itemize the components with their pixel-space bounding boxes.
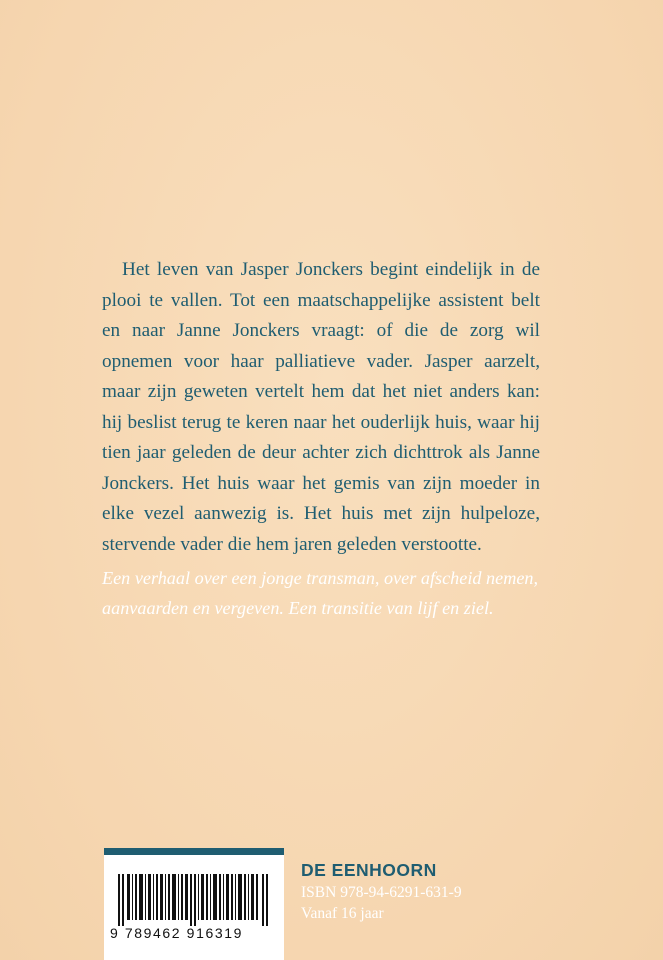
barcode-icon: [118, 874, 270, 926]
back-cover-blurb: [102, 255, 540, 560]
tagline-line-1: Een verhaal over een jonge transman, over afscheid nemen,: [102, 568, 539, 588]
tagline: [102, 563, 572, 623]
publisher-block: [301, 858, 462, 924]
barcode-digits: 9 789462 916319: [110, 925, 243, 941]
publisher-name: DE EENHOORN: [301, 860, 437, 880]
blurb-paragraph: Het leven van Jasper Jonckers begint eindelijk in de plooi te vallen. Tot een maatschappelijke assistent belt en naar Janne Jonckers vraagt: of die de zorg wil opnemen voor haar palliatieve vader. Jasper aarzelt, maar zijn geweten vertelt hem dat het niet anders kan: hij beslist terug te keren naar het ouderlijk huis, waar hij tien jaar geleden de deur achter zich dichttrok als Janne Jonckers. Het huis waar het gemis van zijn moeder in elke vezel aanwezig is. Het huis met zijn hulpeloze, stervende vader die hem jaren geleden verstootte.: [102, 259, 540, 555]
tagline-line-2: aanvaarden en vergeven. Een transitie van lijf en ziel.: [102, 598, 494, 618]
barcode-box: [104, 848, 284, 960]
age-label: Vanaf 16 jaar: [301, 905, 384, 922]
isbn-label: ISBN 978-94-6291-631-9: [301, 884, 462, 901]
